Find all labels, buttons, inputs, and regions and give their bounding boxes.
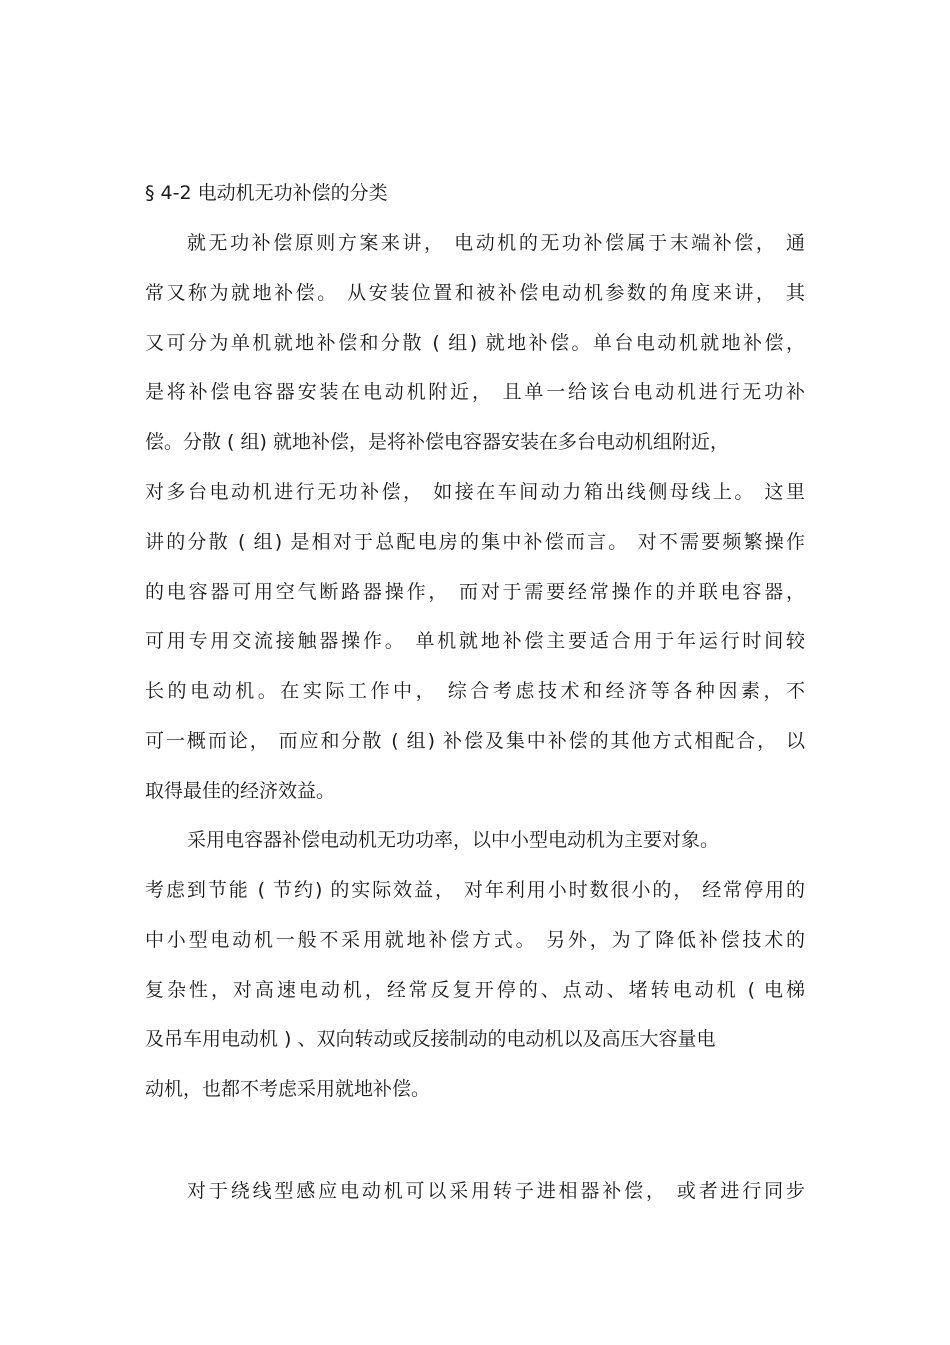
paragraph-1-line: 的电容器可用空气断路器操作， 而对于需要经常操作的并联电容器，	[145, 581, 805, 603]
paragraph-2-line: 复杂性，对高速电动机，经常反复开停的、点动、堵转电动机 ( 电梯	[145, 979, 805, 1001]
paragraph-1-line: 讲的分散 ( 组) 是相对于总配电房的集中补偿而言。 对不需要频繁操作	[145, 531, 805, 553]
paragraph-2-line: 考虑到节能 ( 节约) 的实际效益， 对年利用小时数很小的， 经常停用的	[145, 879, 805, 901]
paragraph-1-line: 是将补偿电容器安装在电动机附近， 且单一给该台电动机进行无功补	[145, 381, 805, 403]
paragraph-2-line: 中小型电动机一般不采用就地补偿方式。 另外，为了降低补偿技术的	[145, 929, 805, 951]
section-heading: § 4-2 电动机无功补偿的分类	[145, 182, 388, 204]
paragraph-3-line: 对于绕线型感应电动机可以采用转子进相器补偿， 或者进行同步	[187, 1180, 805, 1202]
paragraph-1-line: 就无功补偿原则方案来讲， 电动机的无功补偿属于末端补偿， 通	[187, 232, 805, 254]
paragraph-1-line: 对多台电动机进行无功补偿， 如接在车间动力箱出线侧母线上。 这里	[145, 481, 805, 503]
paragraph-1-line: 常又称为就地补偿。 从安装位置和被补偿电动机参数的角度来讲， 其	[145, 282, 805, 304]
paragraph-2-line: 动机，也都不考虑采用就地补偿。	[145, 1078, 431, 1100]
paragraph-1-line: 取得最佳的经济效益。	[145, 780, 336, 802]
paragraph-1-line: 又可分为单机就地补偿和分散 ( 组) 就地补偿。单台电动机就地补偿，	[145, 332, 805, 354]
paragraph-1-line: 长的电动机。在实际工作中， 综合考虑技术和经济等各种因素，不	[145, 680, 805, 702]
paragraph-1-line: 偿。分散 ( 组) 就地补偿，是将补偿电容器安装在多台电动机组附近，	[145, 431, 729, 453]
paragraph-1-line: 可用专用交流接触器操作。 单机就地补偿主要适合用于年运行时间较	[145, 630, 805, 652]
paragraph-2-line: 及吊车用电动机 ) 、双向转动或反接制动的电动机以及高压大容量电	[145, 1028, 716, 1050]
paragraph-2-line: 采用电容器补偿电动机无功功率，以中小型电动机为主要对象。	[187, 829, 720, 851]
paragraph-1-line: 可一概而论， 而应和分散 ( 组) 补偿及集中补偿的其他方式相配合， 以	[145, 730, 805, 752]
